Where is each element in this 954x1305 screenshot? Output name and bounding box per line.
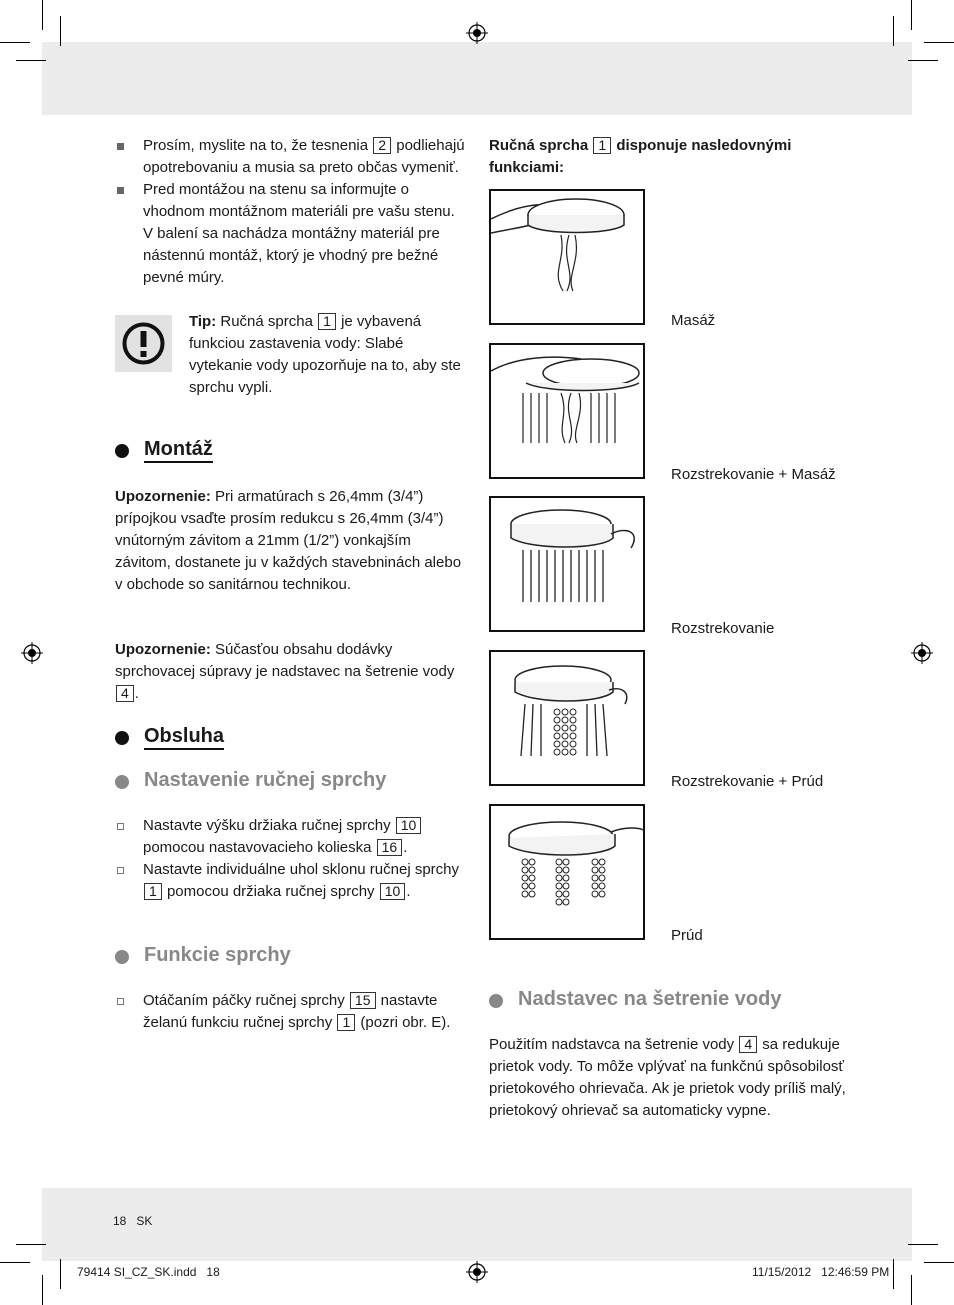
registration-mark-icon — [466, 1261, 488, 1283]
bullet-dot-icon — [115, 444, 129, 458]
part-number-badge: 16 — [377, 839, 403, 856]
footer-band — [42, 1188, 912, 1261]
nadstavec-text — [489, 1034, 849, 1122]
checkbox-bullet-icon — [117, 823, 124, 830]
crop-mark — [924, 1262, 954, 1263]
montaz-note-1 — [115, 486, 467, 596]
part-number-badge: 2 — [373, 137, 391, 154]
spray-mode-image-rozstrekovanie — [489, 496, 645, 632]
part-number-badge: 10 — [380, 883, 406, 900]
top-bullet-list — [115, 135, 467, 289]
crop-mark — [0, 1262, 30, 1263]
spray-mode-caption: Rozstrekovanie + Prúd — [671, 773, 824, 790]
tip-text-part: je vybavená funkciou zastavenia vody: Slabé vytekanie vody upozorňuje na to, aby ste sprchu vypli. — [189, 313, 461, 396]
spray-mode-caption: Rozstrekovanie — [671, 620, 775, 637]
list-item-text: Otáčaním páčky ručnej sprchy — [143, 992, 349, 1009]
subsection-heading-nadstavec — [489, 988, 781, 1010]
nastavenie-list — [115, 815, 467, 903]
list-item — [115, 990, 467, 1034]
list-item-text: pomocou nastavovacieho kolieska — [143, 839, 376, 856]
body-text: sa redukuje prietok vody. To môže vplývať na funkčnú spôsobilosť prietokového ohrievača. Ak je prietok vody príliš malý, prietokový ohrievač sa automaticky vypne. — [489, 1036, 846, 1119]
checkbox-bullet-icon — [117, 998, 124, 1005]
spray-mode-caption: Rozstrekovanie + Masáž — [671, 466, 836, 483]
shower-head-icon — [491, 806, 643, 938]
crop-mark — [16, 60, 46, 61]
intro-text: Ručná sprcha — [489, 137, 593, 154]
crop-mark — [42, 1275, 43, 1305]
list-item-text: Nastavte výšku držiaka ručnej sprchy — [143, 817, 395, 834]
heading-text: Nadstavec na šetrenie vody — [518, 988, 782, 1010]
list-item — [115, 859, 467, 903]
spray-mode-image-rozstrekovanie-prud — [489, 650, 645, 786]
subsection-heading-funkcie — [115, 944, 291, 966]
part-number-badge: 1 — [337, 1014, 355, 1031]
list-item — [115, 135, 467, 179]
list-item-text: pomocou držiaka ručnej sprchy — [162, 883, 379, 900]
heading-text: Obsluha — [144, 725, 224, 750]
tip-label: Tip: — [189, 313, 217, 330]
montaz-note-2 — [115, 639, 467, 705]
bullet-dot-icon — [115, 775, 129, 789]
bullet-dot-icon — [115, 950, 129, 964]
list-item-text: Nastavte individuálne uhol sklonu ručnej sprchy — [143, 861, 460, 878]
list-item-text: . — [406, 883, 411, 900]
body-text: Použitím nadstavca na šetrenie vody — [489, 1036, 739, 1053]
tip-icon-box — [115, 315, 172, 372]
crop-mark — [60, 1259, 61, 1289]
list-item-text: nastavte želanú funkciu ručnej sprchy — [143, 992, 438, 1031]
note-text: Súčasťou obsahu dodávky sprchovacej súpravy je nadstavec na šetrenie vody — [115, 641, 455, 680]
header-band — [42, 42, 912, 115]
language-code: SK — [136, 1214, 153, 1228]
crop-mark — [60, 16, 61, 46]
part-number-badge: 1 — [318, 313, 336, 330]
registration-mark-icon — [21, 642, 43, 664]
list-item-text: . — [403, 839, 408, 856]
list-item-text: podliehajú opotrebovaniu a musia sa preto občas vymeniť. — [143, 137, 465, 176]
crop-mark — [893, 1259, 894, 1289]
heading-text: Funkcie sprchy — [144, 944, 291, 966]
checkbox-bullet-icon — [117, 867, 124, 874]
crop-mark — [911, 0, 912, 30]
note-text: Pri armatúrach s 26,4mm (3/4”) prípojkou vsaďte prosím redukcu s 26,4mm (3/4”) vnútorným závitom a 21mm (1/2”) vonkajším závitom, dostanete ju v každých stavebninách alebo v obchode so sanitárnou technikou. — [115, 488, 462, 593]
part-number-badge: 15 — [350, 992, 376, 1009]
list-item-text: Pred montážou na stenu sa informujte o vhodnom montážnom materiáli pre vašu stenu. V balení sa nachádza montážny materiál pre nástennú montáž, ktorý je vhodný pre bežné pevné múry. — [143, 181, 455, 286]
spray-mode-image-rozstrekovanie-masaz — [489, 343, 645, 479]
crop-mark — [893, 16, 894, 46]
shower-head-icon — [491, 498, 643, 630]
exclamation-icon — [115, 315, 172, 372]
list-item-text: Prosím, myslite na to, že tesnenia — [143, 137, 373, 154]
section-heading-montaz — [115, 438, 213, 460]
note-text: . — [134, 685, 139, 702]
right-intro — [489, 135, 849, 179]
crop-mark — [911, 1275, 912, 1305]
page-number — [113, 1214, 152, 1228]
registration-mark-icon — [911, 642, 933, 664]
part-number-badge: 1 — [593, 137, 611, 154]
list-item — [115, 179, 467, 289]
page-number-value: 18 — [113, 1214, 127, 1228]
tip-text — [189, 311, 467, 399]
shower-head-icon — [491, 345, 643, 477]
spray-mode-caption: Prúd — [671, 927, 703, 944]
shower-head-icon — [491, 652, 643, 784]
part-number-badge: 1 — [144, 883, 162, 900]
part-number-badge: 4 — [739, 1036, 757, 1053]
tip-text-part: Ručná sprcha — [216, 313, 318, 330]
heading-text: Montáž — [144, 438, 213, 463]
spray-mode-image-masaz — [489, 189, 645, 325]
shower-head-icon — [491, 191, 643, 323]
list-item — [115, 815, 467, 859]
list-item-text: (pozri obr. E). — [356, 1014, 451, 1031]
crop-mark — [924, 42, 954, 43]
file-name-slug: 79414 SI_CZ_SK.indd 18 — [77, 1265, 220, 1279]
crop-mark — [16, 1244, 46, 1245]
note-label: Upozornenie: — [115, 488, 211, 505]
crop-mark — [908, 60, 938, 61]
intro-text: disponuje nasledovnými funkciami: — [489, 137, 792, 176]
crop-mark — [0, 42, 30, 43]
heading-text: Nastavenie ručnej sprchy — [144, 769, 387, 791]
note-label: Upozornenie: — [115, 641, 211, 658]
spray-mode-image-prud — [489, 804, 645, 940]
spray-mode-caption: Masáž — [671, 312, 716, 329]
registration-mark-icon — [466, 22, 488, 44]
part-number-badge: 10 — [396, 817, 422, 834]
print-timestamp: 11/15/2012 12:46:59 PM — [752, 1265, 890, 1279]
funkcie-list — [115, 990, 467, 1034]
section-heading-obsluha — [115, 725, 224, 747]
part-number-badge: 4 — [116, 685, 134, 702]
subsection-heading-nastavenie — [115, 769, 386, 791]
crop-mark — [908, 1244, 938, 1245]
bullet-dot-icon — [489, 994, 503, 1008]
bullet-square-icon — [117, 143, 124, 150]
crop-mark — [42, 0, 43, 30]
bullet-square-icon — [117, 187, 124, 194]
bullet-dot-icon — [115, 731, 129, 745]
